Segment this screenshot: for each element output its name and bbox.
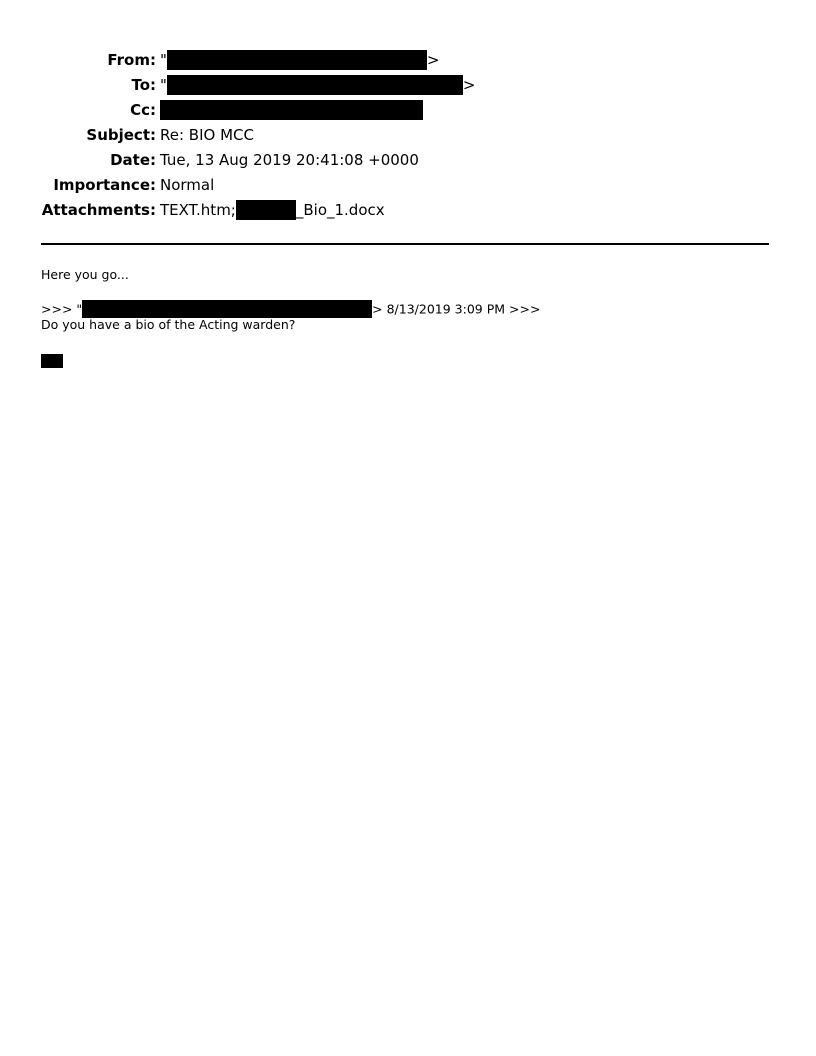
from-open-quote: " xyxy=(160,51,167,69)
from-close: > xyxy=(426,51,440,69)
from-value xyxy=(160,48,439,73)
to-redaction xyxy=(167,75,463,95)
email-header xyxy=(0,48,816,223)
to-row xyxy=(0,73,816,98)
cc-redaction xyxy=(160,100,423,120)
attachment-prefix: TEXT.htm; xyxy=(160,201,236,219)
quote-sender-redaction xyxy=(82,300,372,318)
attachments-row xyxy=(0,198,816,223)
importance-label: Importance: xyxy=(53,176,156,194)
attachments-label: Attachments: xyxy=(41,201,156,219)
from-redaction xyxy=(167,50,427,70)
signature-redaction xyxy=(41,354,63,368)
importance-value: Normal xyxy=(160,176,215,194)
date-label: Date: xyxy=(110,151,156,169)
reply-text: Here you go... xyxy=(41,267,129,282)
quote-meta: > 8/13/2019 3:09 PM >>> xyxy=(372,301,541,317)
subject-value: Re: BIO MCC xyxy=(160,126,254,144)
quoted-text: Do you have a bio of the Acting warden? xyxy=(41,317,296,332)
subject-label: Subject: xyxy=(86,126,156,144)
importance-row xyxy=(0,173,816,198)
to-label: To: xyxy=(131,76,156,94)
date-row xyxy=(0,148,816,173)
attachment-suffix: _Bio_1.docx xyxy=(295,201,385,219)
attachment-redaction xyxy=(236,200,296,220)
attachments-value xyxy=(160,198,385,223)
cc-label: Cc: xyxy=(130,101,156,119)
subject-row xyxy=(0,123,816,148)
from-label: From: xyxy=(107,51,156,69)
date-value: Tue, 13 Aug 2019 20:41:08 +0000 xyxy=(160,151,419,169)
to-open-quote: " xyxy=(160,76,167,94)
header-divider xyxy=(41,243,769,245)
cc-row xyxy=(0,98,816,123)
from-row xyxy=(0,48,816,73)
cc-value xyxy=(160,98,423,123)
to-close: > xyxy=(462,76,476,94)
to-value xyxy=(160,73,475,98)
quote-prefix: >>> " xyxy=(41,301,83,317)
